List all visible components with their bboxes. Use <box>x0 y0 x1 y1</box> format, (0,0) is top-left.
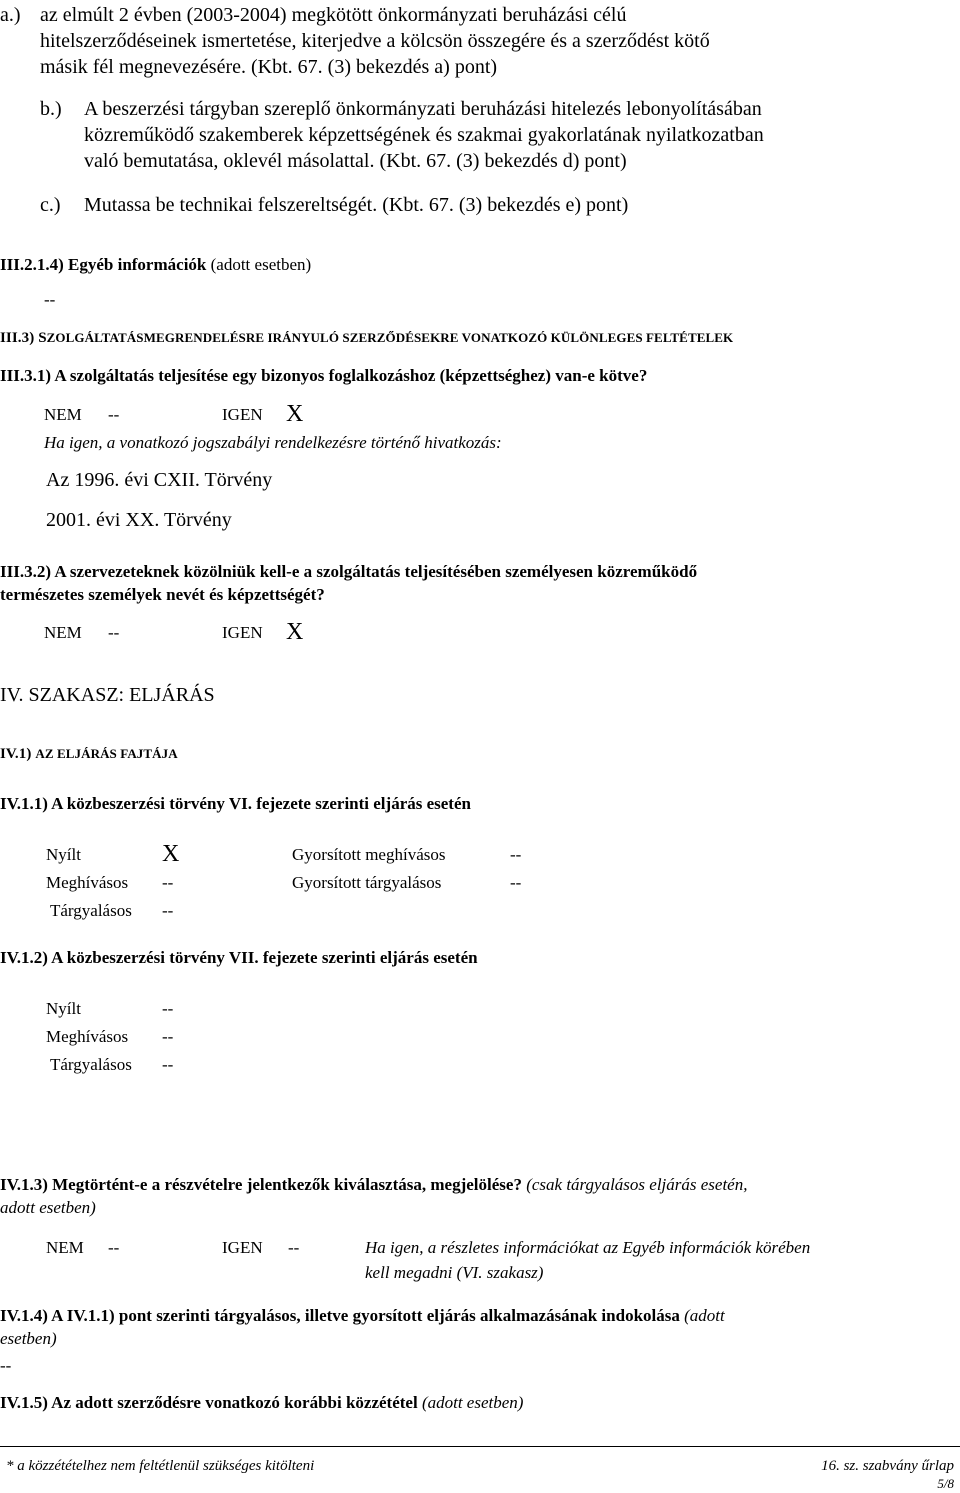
s411-gyorsitott-meghivasos-label: Gyorsított meghívásos <box>292 845 446 864</box>
section-4-1-3-note-1: (csak tárgyalásos eljárás esetén, <box>526 1175 748 1194</box>
section-3-3-1-title: III.3.1) A szolgáltatás teljesítése egy bizonyos foglalkozáshoz (képzettséghez) van-e kötve? <box>0 366 648 385</box>
s331-igen-label: IGEN <box>222 405 263 424</box>
section-3-2-1-4-note: (adott esetben) <box>210 255 312 274</box>
section-3-2-1-4-heading <box>0 254 311 276</box>
item-a-marker: a.) <box>0 4 21 26</box>
section-3-3-heading <box>0 330 733 347</box>
item-b-line-2: közreműködő szakemberek képzettségének és szakmai gyakorlatának nyilatkozatban <box>84 124 764 146</box>
section-4-1-heading <box>0 746 178 763</box>
s413-igen-value: -- <box>288 1238 300 1257</box>
section-4-1-4-title: IV.1.4) A IV.1.1) pont szerinti tárgyalásos, illetve gyorsított eljárás alkalmazásának indokolása <box>0 1306 680 1325</box>
s411-targyalasos-label: Tárgyalásos <box>50 901 132 920</box>
section-4-1-1-title: IV.1.1) A közbeszerzési törvény VI. fejezete szerinti eljárás esetén <box>0 794 471 813</box>
s411-meghivasos-label: Meghívásos <box>46 873 129 892</box>
section-4-1-3-heading <box>0 1174 747 1196</box>
s412-nyilt-label: Nyílt <box>46 999 81 1018</box>
s332-igen-label: IGEN <box>222 623 263 642</box>
s411-gyorsitott-meghivasos-value: -- <box>510 845 522 864</box>
s332-nem-value: -- <box>108 623 120 642</box>
page-total: 8 <box>947 1476 954 1491</box>
s332-nem-label: NEM <box>44 623 82 642</box>
s331-reference-label: Ha igen, a vonatkozó jogszabályi rendelkezésre történő hivatkozás: <box>44 433 502 452</box>
s331-igen-value: X <box>286 401 304 427</box>
s412-targyalasos-value: -- <box>162 1055 174 1074</box>
s412-meghivasos-label: Meghívásos <box>46 1027 129 1046</box>
item-c-line-1: Mutassa be technikai felszereltségét. (Kbt. 67. (3) bekezdés e) pont) <box>84 194 629 216</box>
item-a-line-1: az elmúlt 2 évben (2003-2004) megkötött önkormányzati beruházási célú <box>40 4 627 26</box>
section-4-1-rest: AZ ELJÁRÁS FAJTÁJA <box>35 746 178 761</box>
section-3-2-1-4-value: -- <box>44 290 56 309</box>
section-3-3-2-line-2: természetes személyek nevét és képzettségét? <box>0 585 325 604</box>
s412-targyalasos-label: Tárgyalásos <box>50 1055 132 1074</box>
s411-gyorsitott-targyalasos-label: Gyorsított tárgyalásos <box>292 873 442 892</box>
s411-nyilt-value: X <box>162 841 180 867</box>
section-4-title: IV. SZAKASZ: ELJÁRÁS <box>0 684 215 706</box>
footer-note: * a közzétételhez nem feltétlenül szükséges kitölteni <box>6 1458 315 1474</box>
footer-page-number: 5/8 <box>937 1476 954 1491</box>
s413-info-line-1: Ha igen, a részletes információkat az Egyéb információk körében <box>365 1238 811 1257</box>
section-4-1-4-note-1: (adott <box>684 1306 725 1325</box>
section-4-1-5-heading <box>0 1392 523 1414</box>
s413-info-line-2: kell megadni (VI. szakasz) <box>365 1263 544 1282</box>
s413-nem-label: NEM <box>46 1238 84 1257</box>
section-3-2-1-4-title: III.2.1.4) Egyéb információk <box>0 255 207 274</box>
s331-nem-label: NEM <box>44 405 82 424</box>
footer-divider <box>0 1446 960 1447</box>
s332-igen-value: X <box>286 619 304 645</box>
item-b-line-3: való bemutatása, oklevél másolattal. (Kbt. 67. (3) bekezdés d) pont) <box>84 150 627 172</box>
s411-nyilt-label: Nyílt <box>46 845 81 864</box>
section-4-1-3-note-2: adott esetben) <box>0 1198 96 1217</box>
item-a-line-3: másik fél megnevezésére. (Kbt. 67. (3) bekezdés a) pont) <box>40 56 498 78</box>
item-b-line-1: A beszerzési tárgyban szereplő önkormányzati beruházási hitelezés lebonyolításában <box>84 98 762 120</box>
section-4-1-3-title: IV.1.3) Megtörtént-e a részvételre jelentkezők kiválasztása, megjelölése? <box>0 1175 522 1194</box>
item-b-marker: b.) <box>40 98 62 120</box>
s413-nem-value: -- <box>108 1238 120 1257</box>
s412-meghivasos-value: -- <box>162 1027 174 1046</box>
s411-targyalasos-value: -- <box>162 901 174 920</box>
s412-nyilt-value: -- <box>162 999 174 1018</box>
section-4-1-5-note: (adott esetben) <box>421 1393 524 1412</box>
s331-nem-value: -- <box>108 405 120 424</box>
section-4-1-2-title: IV.1.2) A közbeszerzési törvény VII. fejezete szerinti eljárás esetén <box>0 948 478 967</box>
section-4-1-4-heading <box>0 1305 725 1327</box>
footer-form-name: 16. sz. szabvány űrlap <box>821 1458 954 1474</box>
s331-reference-1: Az 1996. évi CXII. Törvény <box>46 469 273 491</box>
item-c-marker: c.) <box>40 194 61 216</box>
section-3-3-2-line-1: III.3.2) A szervezeteknek közölniük kell-e a szolgáltatás teljesítésében személyesen közreműködő <box>0 562 698 581</box>
s331-reference-2: 2001. évi XX. Törvény <box>46 509 232 531</box>
s411-meghivasos-value: -- <box>162 873 174 892</box>
s413-igen-label: IGEN <box>222 1238 263 1257</box>
section-4-1-prefix: IV.1) <box>0 746 36 762</box>
section-4-1-4-note-2: esetben) <box>0 1329 57 1348</box>
item-a-line-2: hitelszerződéseinek ismertetése, kiterjedve a kölcsön összegére és a szerződést kötő <box>40 30 710 52</box>
page-current: 5 <box>937 1476 944 1491</box>
section-3-3-rest: ZOLGÁLTATÁSMEGRENDELÉSRE IRÁNYULÓ SZERZŐDÉSEKRE VONATKOZÓ KÜLÖNLEGES FELTÉTELEK <box>46 330 734 345</box>
s411-gyorsitott-targyalasos-value: -- <box>510 873 522 892</box>
section-4-1-4-value: -- <box>0 1356 12 1375</box>
section-4-1-5-title: IV.1.5) Az adott szerződésre vonatkozó korábbi közzététel <box>0 1393 418 1412</box>
section-3-3-prefix: III.3) S <box>0 330 47 346</box>
